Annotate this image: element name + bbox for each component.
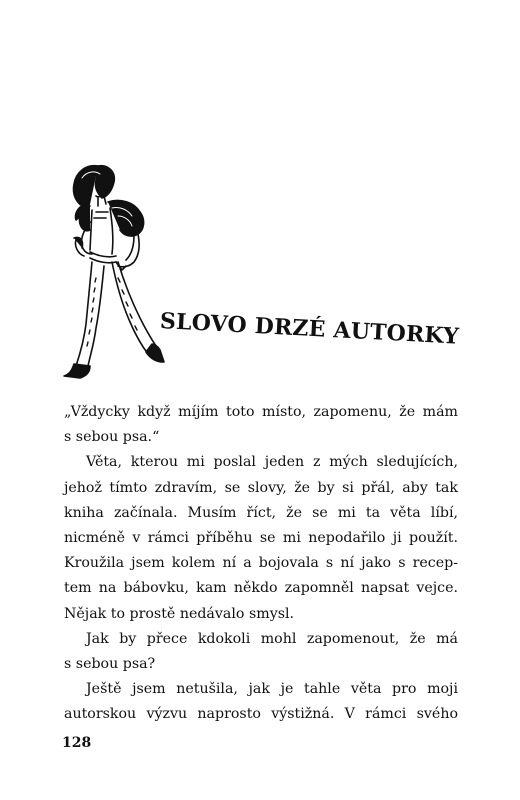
paragraph (64, 450, 458, 626)
text-line: Jak by přece kdokoli mohl zapomenout, že má (86, 630, 458, 647)
text-line: Věta, kterou mi poslal jeden z mých sledujících, (86, 454, 458, 471)
text-line: jehož tímto zdravím, se slovy, že by si přál, aby tak (64, 479, 458, 496)
text-line: s sebou psa? (64, 656, 156, 673)
chapter-heading: SLOVO DRZÉ AUTORKY (159, 308, 460, 350)
text-line: Ještě jsem netušila, jak je tahle věta pro moji (86, 681, 458, 698)
paragraph (64, 627, 458, 677)
text-line: tem na bábovku, kam někdo zapomněl napsat vejce. (64, 580, 458, 597)
text-line: kniha začínala. Musím říct, že se mi ta věta líbí, (64, 504, 458, 521)
walking-woman-illustration-icon (60, 158, 170, 380)
text-line: s sebou psa.“ (64, 429, 160, 446)
text-line: Nějak to prostě nedávalo smysl. (64, 605, 295, 622)
text-line: „Vždycky když míjím toto místo, zapomenu, že mám (64, 404, 458, 420)
paragraph (64, 400, 458, 450)
page-number: 128 (62, 735, 92, 751)
text-line: autorskou výzvu naprosto výstižná. V rámci svého (64, 706, 458, 723)
body-text (64, 400, 458, 728)
paragraph (64, 677, 458, 727)
text-line: nicméně v rámci příběhu se mi nepodařilo ji použít. (64, 530, 458, 547)
text-line: Kroužila jsem kolem ní a bojovala s ní jako s recep- (64, 555, 458, 572)
